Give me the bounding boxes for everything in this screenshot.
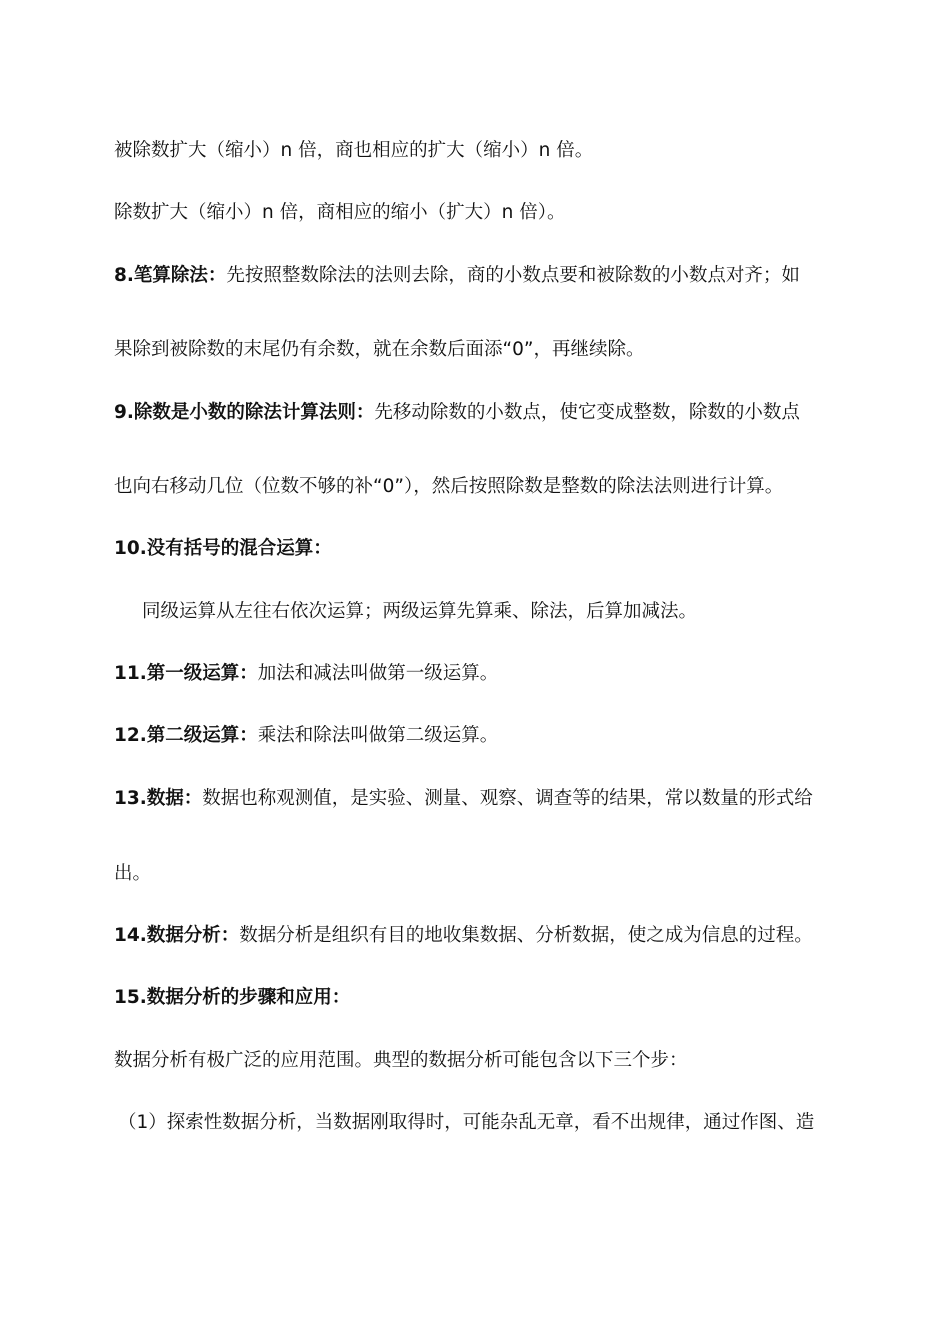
term-heading: 8.笔算除法： [114,265,227,286]
definition-15 [114,985,350,1011]
line-text: 数据分析有极广泛的应用范围。典型的数据分析可能包含以下三个步： [114,1050,688,1071]
line-text: 加法和减法叫做第一级运算。 [257,663,499,684]
line-text: 先按照整数除法的法则去除，商的小数点要和被除数的小数点对齐；如 [226,265,800,286]
line-text: 乘法和除法叫做第二级运算。 [257,725,499,746]
line-text: 先移动除数的小数点，使它变成整数，除数的小数点 [374,402,800,423]
term-heading: 10.没有括号的混合运算： [114,538,332,559]
term-heading: 14.数据分析： [114,925,240,946]
line-text: 数据分析是组织有目的地收集数据、分析数据，使之成为信息的过程。 [239,925,813,946]
paragraph-line [114,861,151,887]
paragraph-line [114,474,783,500]
line-text: （1）探索性数据分析，当数据刚取得时，可能杂乱无章，看不出规律，通过作图、造 [118,1112,815,1133]
paragraph-line [114,138,593,164]
definition-9 [114,400,800,426]
line-text: 果除到被除数的末尾仍有余数，就在余数后面添“0”，再继续除。 [114,339,645,360]
paragraph-line [114,1048,688,1074]
line-text: 被除数扩大（缩小）n 倍，商也相应的扩大（缩小）n 倍。 [114,140,594,161]
paragraph-line [114,200,565,226]
line-text: 除数扩大（缩小）n 倍，商相应的缩小（扩大）n 倍）。 [114,202,566,223]
definition-10 [114,536,332,562]
definition-13 [114,786,813,812]
definition-8 [114,263,800,289]
term-heading: 13.数据： [114,788,203,809]
definition-12 [114,723,498,749]
term-heading: 11.第一级运算： [114,663,258,684]
paragraph-line [142,599,697,625]
line-text: 数据也称观测值，是实验、测量、观察、调查等的结果，常以数量的形式给 [202,788,813,809]
term-heading: 9.除数是小数的除法计算法则： [114,402,375,423]
line-text: 出。 [114,863,152,884]
term-heading: 12.第二级运算： [114,725,258,746]
definition-11 [114,661,498,687]
definition-14 [114,923,813,949]
line-text: 同级运算从左往右依次运算；两级运算先算乘、除法，后算加减法。 [142,601,698,622]
term-heading: 15.数据分析的步骤和应用： [114,987,351,1008]
paragraph-line [114,337,644,363]
step-item [118,1110,814,1136]
line-text: 也向右移动几位（位数不够的补“0”），然后按照除数是整数的除法法则进行计算。 [114,476,784,497]
